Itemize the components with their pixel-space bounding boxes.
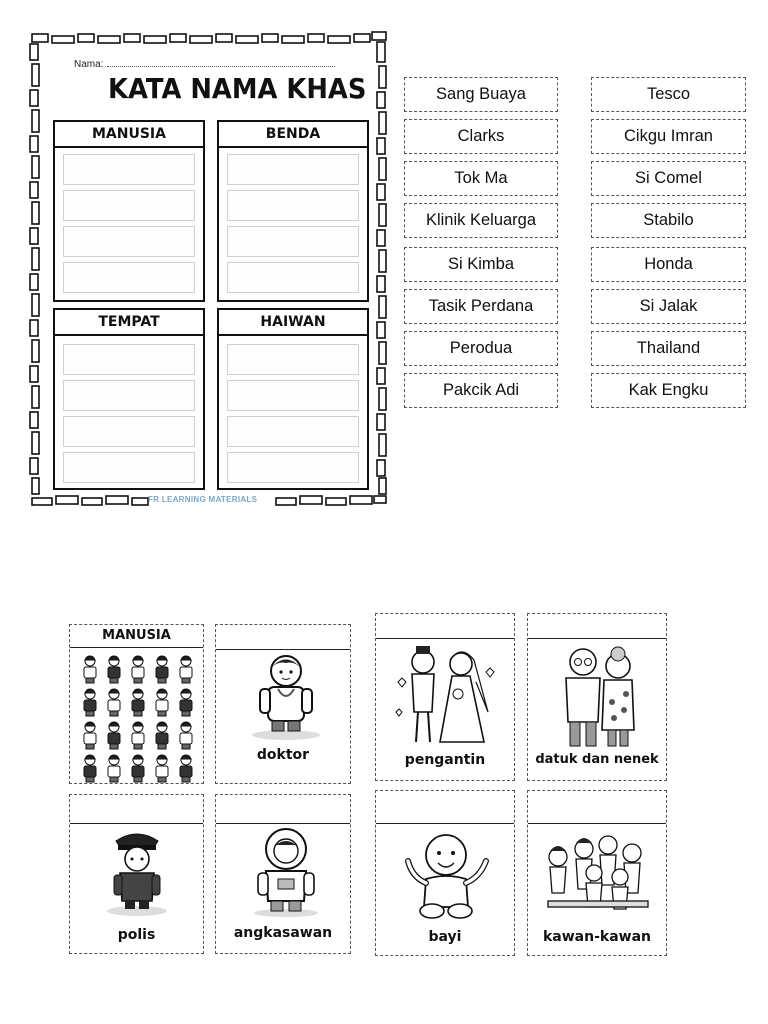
word-card[interactable]: Tesco: [591, 77, 746, 112]
word-card[interactable]: Si Comel: [591, 161, 746, 196]
word-card[interactable]: Kak Engku: [591, 373, 746, 408]
category-box-benda: [217, 120, 369, 302]
word-card[interactable]: Clarks: [404, 119, 558, 154]
picture-card-pengantin[interactable]: [375, 613, 515, 781]
word-card[interactable]: Si Jalak: [591, 289, 746, 324]
person-figure-icon: [108, 656, 120, 683]
answer-slot[interactable]: [227, 416, 359, 447]
word-card[interactable]: Tok Ma: [404, 161, 558, 196]
person-figure-icon: [132, 689, 144, 716]
person-figure-icon: [180, 755, 192, 782]
person-figure-icon: [132, 755, 144, 782]
card-label: angkasawan: [233, 925, 333, 941]
word-card[interactable]: Stabilo: [591, 203, 746, 238]
word-cards-left-column: [404, 77, 558, 409]
person-figure-icon: [180, 722, 192, 749]
friends-icon: [528, 827, 668, 923]
person-figure-icon: [108, 689, 120, 716]
person-figure-icon: [156, 755, 168, 782]
picture-card-kawan-kawan[interactable]: [527, 790, 667, 956]
answer-slot[interactable]: [227, 262, 359, 293]
card-label: polis: [117, 927, 156, 943]
astronaut-icon: [216, 827, 352, 917]
answer-slot[interactable]: [63, 154, 195, 185]
person-figure-icon: [156, 689, 168, 716]
answer-slot[interactable]: [63, 344, 195, 375]
name-field[interactable]: [74, 58, 335, 70]
card-label: datuk dan nenek: [535, 752, 659, 767]
category-title: MANUSIA: [55, 122, 203, 148]
person-figure-icon: [180, 656, 192, 683]
card-header-blank: [528, 791, 666, 824]
answer-slot[interactable]: [63, 190, 195, 221]
picture-card-datuk-dan-nenek[interactable]: [527, 613, 667, 781]
word-card[interactable]: Tasik Perdana: [404, 289, 558, 324]
category-box-tempat: [53, 308, 205, 490]
person-figure-icon: [156, 722, 168, 749]
card-label: bayi: [428, 929, 462, 945]
word-card[interactable]: Si Kimba: [404, 247, 558, 282]
card-header-blank: [376, 614, 514, 639]
person-figure-icon: [180, 689, 192, 716]
answer-slot[interactable]: [227, 226, 359, 257]
person-figure-icon: [108, 722, 120, 749]
card-label: pengantin: [404, 752, 486, 768]
person-figure-icon: [132, 722, 144, 749]
picture-card-polis[interactable]: [69, 794, 204, 954]
person-figure-icon: [132, 656, 144, 683]
answer-slot[interactable]: [63, 262, 195, 293]
person-figure-icon: [108, 755, 120, 782]
word-card[interactable]: Perodua: [404, 331, 558, 366]
word-card[interactable]: Thailand: [591, 331, 746, 366]
cover-title: MANUSIA: [70, 625, 203, 648]
word-card[interactable]: Honda: [591, 247, 746, 282]
answer-slot[interactable]: [63, 416, 195, 447]
bride-groom-icon: [376, 642, 516, 752]
doctor-icon: [216, 651, 352, 741]
card-header-blank: [216, 625, 350, 650]
credit-text: FR LEARNING MATERIALS: [148, 495, 258, 504]
baby-icon: [376, 827, 516, 923]
worksheet: [28, 28, 390, 510]
answer-slot[interactable]: [227, 154, 359, 185]
word-card[interactable]: Klinik Keluarga: [404, 203, 558, 238]
word-cards-right-column: [591, 77, 746, 409]
picture-card-cover[interactable]: [69, 624, 204, 784]
name-label: Nama:: [74, 59, 104, 70]
category-box-manusia: [53, 120, 205, 302]
picture-card-angkasawan[interactable]: [215, 794, 351, 954]
answer-slot[interactable]: [63, 452, 195, 483]
answer-slot[interactable]: [227, 380, 359, 411]
card-header-blank: [376, 791, 514, 824]
people-grid-icon: [70, 649, 203, 785]
category-box-haiwan: [217, 308, 369, 490]
police-icon: [70, 827, 205, 917]
card-header-blank: [528, 614, 666, 639]
word-card[interactable]: Pakcik Adi: [404, 373, 558, 408]
card-label: kawan-kawan: [542, 929, 652, 945]
person-figure-icon: [156, 656, 168, 683]
card-header-blank: [70, 795, 203, 824]
word-card[interactable]: Sang Buaya: [404, 77, 558, 112]
grandparents-icon: [528, 642, 668, 752]
answer-slot[interactable]: [227, 452, 359, 483]
person-figure-icon: [84, 689, 96, 716]
answer-slot[interactable]: [63, 380, 195, 411]
card-label: doktor: [256, 747, 310, 763]
category-title: HAIWAN: [219, 310, 367, 336]
name-dotted-line: [107, 58, 335, 67]
worksheet-title: KATA NAMA KHAS: [108, 72, 367, 105]
person-figure-icon: [84, 755, 96, 782]
category-title: BENDA: [219, 122, 367, 148]
person-figure-icon: [84, 656, 96, 683]
category-title: TEMPAT: [55, 310, 203, 336]
person-figure-icon: [84, 722, 96, 749]
card-header-blank: [216, 795, 350, 824]
answer-slot[interactable]: [227, 344, 359, 375]
word-card[interactable]: Cikgu Imran: [591, 119, 746, 154]
picture-card-doktor[interactable]: [215, 624, 351, 784]
answer-slot[interactable]: [63, 226, 195, 257]
picture-card-bayi[interactable]: [375, 790, 515, 956]
answer-slot[interactable]: [227, 190, 359, 221]
